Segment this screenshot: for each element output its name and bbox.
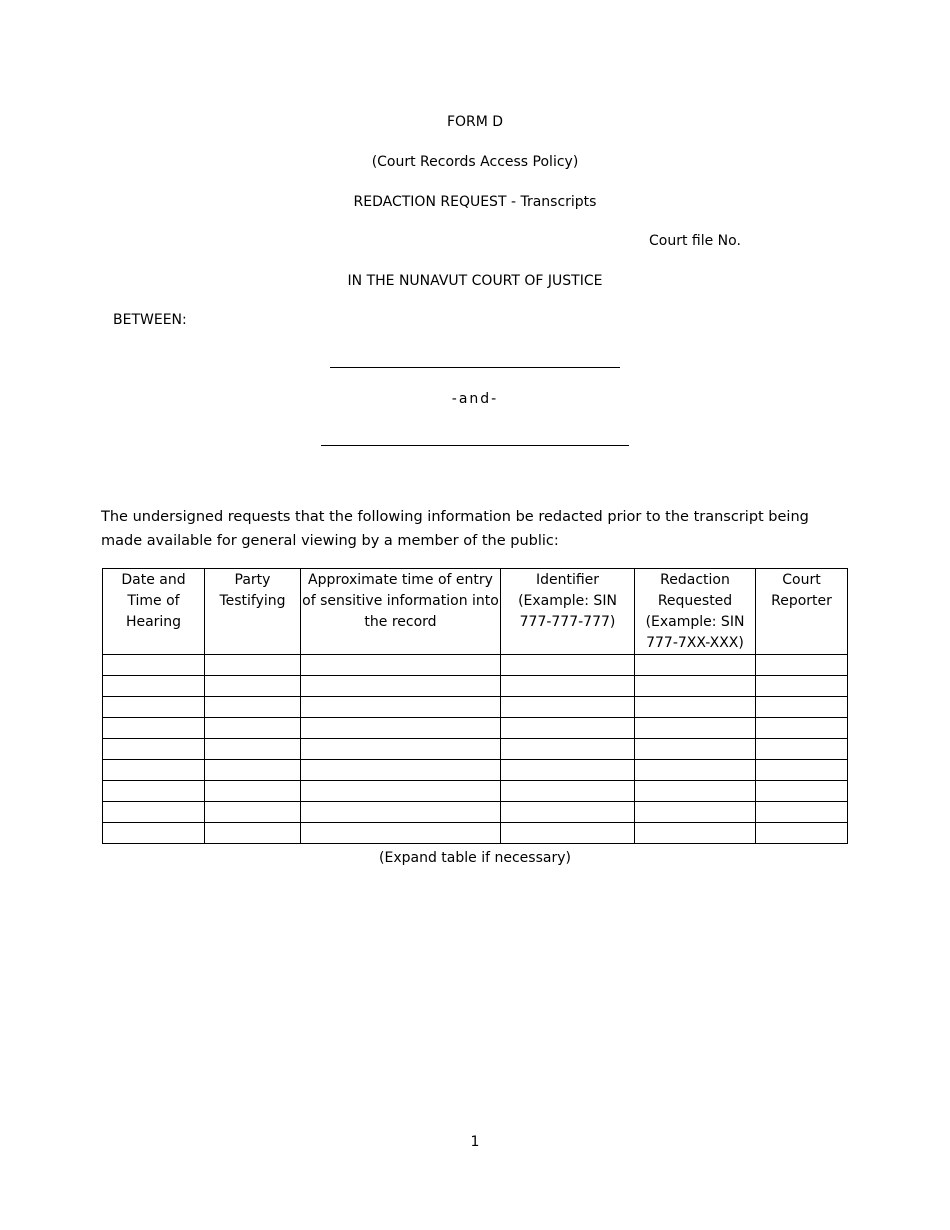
table-cell[interactable] bbox=[501, 739, 635, 760]
column-header bbox=[501, 569, 635, 655]
column-header-reporter: Court Reporter bbox=[771, 572, 832, 609]
table-cell[interactable] bbox=[301, 718, 501, 739]
table-cell[interactable] bbox=[301, 760, 501, 781]
table-cell[interactable] bbox=[103, 760, 205, 781]
table-cell[interactable] bbox=[635, 823, 756, 844]
column-header-party: Party Testifying bbox=[219, 572, 286, 609]
table-cell[interactable] bbox=[635, 718, 756, 739]
form-label: FORM D bbox=[446, 114, 504, 130]
policy-subtitle: (Court Records Access Policy) bbox=[371, 154, 579, 170]
expand-table-note: (Expand table if necessary) bbox=[379, 850, 571, 866]
table-cell[interactable] bbox=[205, 718, 301, 739]
table-row bbox=[103, 760, 848, 781]
table-cell[interactable] bbox=[756, 739, 848, 760]
table-cell[interactable] bbox=[205, 739, 301, 760]
table-cell[interactable] bbox=[501, 676, 635, 697]
table-cell[interactable] bbox=[756, 718, 848, 739]
table-cell[interactable] bbox=[205, 760, 301, 781]
table-cell[interactable] bbox=[501, 802, 635, 823]
column-header bbox=[301, 569, 501, 655]
table-cell[interactable] bbox=[501, 760, 635, 781]
table-header-row bbox=[103, 569, 848, 655]
column-header-time: Approximate time of entry of sensitive information into the record bbox=[302, 572, 499, 630]
table-cell[interactable] bbox=[103, 697, 205, 718]
column-header-identifier: Identifier (Example: SIN 777-777-777) bbox=[518, 572, 617, 630]
table-cell[interactable] bbox=[635, 781, 756, 802]
page-number: 1 bbox=[470, 1134, 480, 1150]
table-cell[interactable] bbox=[635, 655, 756, 676]
table-cell[interactable] bbox=[756, 655, 848, 676]
table-cell[interactable] bbox=[635, 697, 756, 718]
table-row bbox=[103, 676, 848, 697]
table-body bbox=[103, 655, 848, 844]
table-cell[interactable] bbox=[501, 823, 635, 844]
party-two-line[interactable] bbox=[321, 445, 629, 446]
table-row bbox=[103, 823, 848, 844]
table-row bbox=[103, 718, 848, 739]
table-cell[interactable] bbox=[501, 781, 635, 802]
table-cell[interactable] bbox=[301, 739, 501, 760]
table-cell[interactable] bbox=[301, 655, 501, 676]
table-cell[interactable] bbox=[635, 760, 756, 781]
table-cell[interactable] bbox=[756, 676, 848, 697]
table-row bbox=[103, 739, 848, 760]
table-cell[interactable] bbox=[103, 676, 205, 697]
and-separator: -and- bbox=[451, 391, 499, 407]
table-cell[interactable] bbox=[635, 676, 756, 697]
table-cell[interactable] bbox=[756, 781, 848, 802]
table-cell[interactable] bbox=[103, 655, 205, 676]
table-cell[interactable] bbox=[635, 802, 756, 823]
table-cell[interactable] bbox=[756, 760, 848, 781]
table-cell[interactable] bbox=[205, 781, 301, 802]
column-header bbox=[103, 569, 205, 655]
table-cell[interactable] bbox=[301, 823, 501, 844]
table-cell[interactable] bbox=[301, 676, 501, 697]
table-cell[interactable] bbox=[205, 655, 301, 676]
table-row bbox=[103, 655, 848, 676]
table-cell[interactable] bbox=[103, 781, 205, 802]
table-cell[interactable] bbox=[501, 655, 635, 676]
column-header-date: Date and Time of Hearing bbox=[121, 572, 186, 630]
between-label: BETWEEN: bbox=[113, 312, 187, 328]
table-cell[interactable] bbox=[205, 697, 301, 718]
table-cell[interactable] bbox=[301, 697, 501, 718]
table-cell[interactable] bbox=[301, 802, 501, 823]
table-row bbox=[103, 697, 848, 718]
redaction-table bbox=[102, 568, 848, 844]
table-cell[interactable] bbox=[756, 823, 848, 844]
table-cell[interactable] bbox=[635, 739, 756, 760]
column-header-redaction: Redaction Requested (Example: SIN 777-7XX-XXX) bbox=[645, 572, 745, 651]
table-cell[interactable] bbox=[501, 697, 635, 718]
form-title: REDACTION REQUEST - Transcripts bbox=[353, 194, 597, 210]
table-cell[interactable] bbox=[205, 676, 301, 697]
table-cell[interactable] bbox=[103, 718, 205, 739]
table-cell[interactable] bbox=[756, 802, 848, 823]
table-row bbox=[103, 781, 848, 802]
intro-paragraph: The undersigned requests that the following information be redacted prior to the transcript being made available for general viewing by a member of the public: bbox=[101, 509, 809, 549]
court-name: IN THE NUNAVUT COURT OF JUSTICE bbox=[347, 273, 603, 289]
column-header bbox=[205, 569, 301, 655]
party-one-line[interactable] bbox=[330, 367, 620, 368]
table-cell[interactable] bbox=[205, 802, 301, 823]
table-cell[interactable] bbox=[501, 718, 635, 739]
table-cell[interactable] bbox=[103, 802, 205, 823]
table-cell[interactable] bbox=[103, 823, 205, 844]
column-header bbox=[756, 569, 848, 655]
table-cell[interactable] bbox=[103, 739, 205, 760]
table-cell[interactable] bbox=[756, 697, 848, 718]
court-file-label: Court file No. bbox=[649, 233, 741, 249]
table-cell[interactable] bbox=[205, 823, 301, 844]
table-row bbox=[103, 802, 848, 823]
table-cell[interactable] bbox=[301, 781, 501, 802]
column-header bbox=[635, 569, 756, 655]
